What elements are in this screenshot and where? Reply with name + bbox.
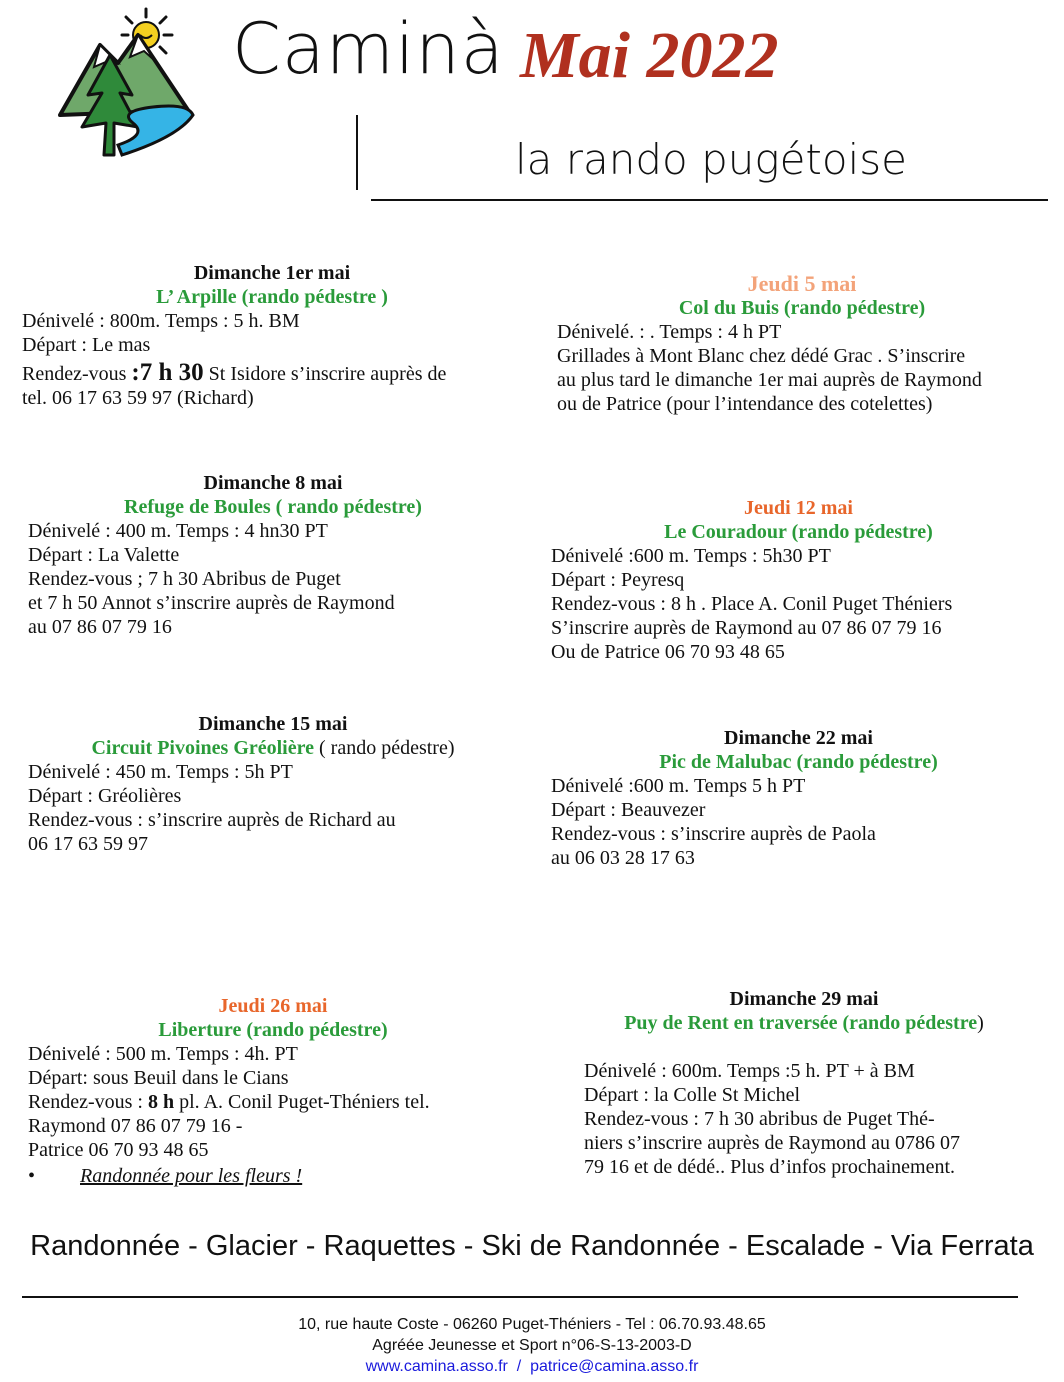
event-contact: tel. 06 17 63 59 97 (Richard) (22, 387, 254, 409)
event-line: Raymond 07 86 07 79 16 - (28, 1115, 243, 1137)
event-day: Dimanche 15 mai (198, 713, 348, 735)
activities-banner: Randonnée - Glacier - Raquettes - Ski de Randonnée - Escalade - Via Ferrata (30, 1230, 1034, 1262)
event-line: Départ: sous Beuil dans le Cians (28, 1067, 289, 1089)
event-line: Dénivelé : 800m. Temps : 5 h. BM (22, 310, 300, 332)
event-line: Départ : Peyresq (551, 569, 685, 591)
event-dimanche-8 (28, 471, 518, 639)
event-line: Dénivelé : 500 m. Temps : 4h. PT (28, 1043, 298, 1065)
event-jeudi-5 (557, 272, 1047, 416)
footer (0, 1314, 1064, 1377)
event-name-row (28, 736, 518, 760)
event-name: Le Couradour (rando pédestre) (664, 521, 933, 543)
email-link[interactable]: patrice@camina.asso.fr (530, 1358, 699, 1375)
event-line: Grillades à Mont Blanc chez dédé Grac . S’inscrire (557, 345, 966, 367)
event-line: Dénivelé : 600m. Temps :5 h. PT + à BM (584, 1060, 915, 1082)
event-line: Dénivelé :600 m. Temps 5 h PT (551, 775, 806, 797)
event-line: niers s’inscrire auprès de Raymond au 0786 07 (584, 1132, 961, 1154)
event-day: Jeudi 26 mai (218, 995, 328, 1017)
river-icon (118, 106, 193, 155)
event-line: Départ : la Colle St Michel (584, 1084, 801, 1106)
event-name: L’ Arpille (rando pédestre ) (156, 286, 388, 308)
event-line: Rendez-vous ; 7 h 30 Abribus de Puget (28, 568, 341, 590)
event-line: et 7 h 50 Annot s’inscrire auprès de Raymond (28, 592, 395, 614)
event-line: Départ : La Valette (28, 544, 180, 566)
event-dimanche-29 (584, 987, 1054, 1179)
event-line: 79 16 et de dédé.. Plus d’infos prochainement. (584, 1156, 956, 1178)
rdv-time: 8 h (147, 1091, 175, 1113)
bullet-icon: • (28, 1165, 36, 1187)
event-line: Dénivelé : 450 m. Temps : 5h PT (28, 761, 293, 783)
event-line: Départ : Le mas (22, 334, 151, 356)
event-line: Dénivelé :600 m. Temps : 5h30 PT (551, 545, 831, 567)
header-divider-horizontal (371, 199, 1048, 201)
event-jeudi-12 (551, 496, 1046, 664)
event-line: au 06 03 28 17 63 (551, 847, 695, 869)
header-divider-vertical (356, 115, 358, 190)
footer-divider (22, 1296, 1018, 1298)
event-line: au 07 86 07 79 16 (28, 616, 172, 638)
event-jeudi-26 (28, 994, 518, 1188)
footer-links (0, 1356, 1064, 1377)
event-day: Jeudi 12 mai (744, 497, 853, 519)
event-line: Départ : Gréolières (28, 785, 182, 807)
event-day: Dimanche 22 mai (724, 727, 873, 749)
event-day: Dimanche 8 mai (203, 472, 343, 494)
event-rendezvous (22, 361, 522, 386)
header-subtitle: la rando pugétoise (515, 135, 907, 184)
event-line: 06 17 63 59 97 (28, 833, 148, 855)
event-line: S’inscrire auprès de Raymond au 07 86 07 79 16 (551, 617, 942, 639)
website-link[interactable]: www.camina.asso.fr (365, 1358, 508, 1375)
event-line: Ou de Patrice 06 70 93 48 65 (551, 641, 785, 663)
event-line: ou de Patrice (pour l’intendance des cotelettes) (557, 393, 933, 415)
event-line: Dénivelé : 400 m. Temps : 4 hn30 PT (28, 520, 328, 542)
event-rendezvous (28, 1090, 518, 1114)
event-type-close: ) (977, 1012, 984, 1034)
event-dimanche-22 (551, 726, 1046, 870)
event-name: Circuit Pivoines Gréolière (91, 737, 315, 759)
brand-name: Caminà (232, 8, 505, 90)
month-title: Mai 2022 (520, 19, 779, 92)
event-name: Col du Buis (rando pédestre) (678, 297, 926, 319)
event-name: Pic de Malubac (rando pédestre) (659, 751, 938, 773)
rdv-place: St Isidore s’inscrire auprès de (203, 363, 447, 385)
rdv-label: Rendez-vous (22, 363, 132, 385)
event-line: Départ : Beauvezer (551, 799, 706, 821)
event-dimanche-15 (28, 712, 518, 856)
event-line: Patrice 06 70 93 48 65 (28, 1139, 209, 1161)
event-name: Puy de Rent en traversée (rando pédestre (624, 1012, 978, 1034)
footer-address: 10, rue haute Coste - 06260 Puget-Théniers - Tel : 06.70.93.48.65 (298, 1316, 766, 1333)
event-line: Rendez-vous : 7 h 30 abribus de Puget Thé- (584, 1108, 935, 1130)
event-day: Dimanche 29 mai (729, 988, 879, 1010)
event-dimanche-1 (22, 261, 522, 410)
event-line: au plus tard le dimanche 1er mai auprès de Raymond (557, 369, 982, 391)
event-line: Rendez-vous : s’inscrire auprès de Richard au (28, 809, 396, 831)
rdv-label: Rendez-vous : (28, 1091, 148, 1113)
camina-logo (58, 5, 198, 165)
event-line: Rendez-vous : 8 h . Place A. Conil Puget Théniers (551, 593, 953, 615)
event-line: Rendez-vous : s’inscrire auprès de Paola (551, 823, 876, 845)
event-day: Jeudi 5 mai (747, 271, 857, 296)
event-name: Refuge de Boules ( rando pédestre) (124, 496, 422, 518)
link-separator: / (507, 1358, 531, 1375)
footer-agreement: Agréée Jeunesse et Sport n°06-S-13-2003-D (372, 1337, 692, 1354)
event-note: Randonnée pour les fleurs ! (80, 1165, 303, 1187)
event-line: Dénivelé. : . Temps : 4 h PT (557, 321, 782, 343)
event-name-row (524, 1011, 1064, 1035)
event-type: ( rando pédestre) (314, 737, 455, 759)
rdv-place: pl. A. Conil Puget-Théniers tel. (174, 1091, 430, 1113)
event-name: Liberture (rando pédestre) (158, 1019, 388, 1041)
event-day: Dimanche 1er mai (193, 262, 351, 284)
rdv-time: :7 h 30 (131, 359, 204, 386)
event-note-row (28, 1164, 518, 1188)
